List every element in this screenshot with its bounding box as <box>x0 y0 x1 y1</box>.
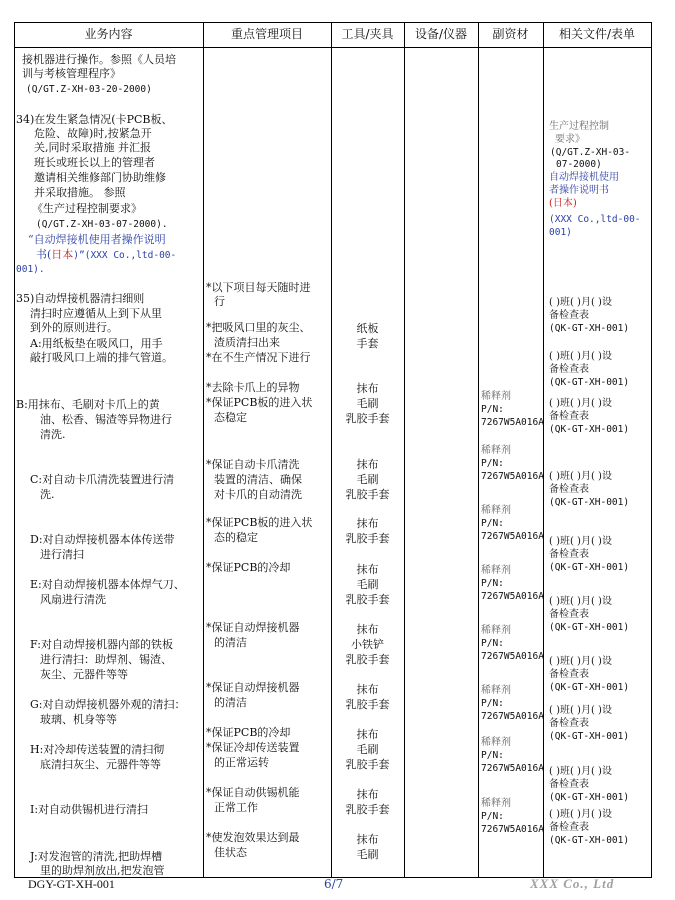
form-code: (QK-GT-XH-001) <box>549 682 630 693</box>
form-code: (QK-GT-XH-001) <box>549 424 630 435</box>
tool: 抹布 <box>356 517 379 530</box>
tool: 小铁铲 <box>351 638 384 651</box>
tool: 乳胶手套 <box>345 532 390 545</box>
tool: 抹布 <box>356 563 379 576</box>
material-name: 稀释剂 <box>481 685 511 696</box>
material-name: 稀释剂 <box>481 798 511 809</box>
tool: 毛刷 <box>356 578 379 591</box>
mgmt-item: *保证PCB板的进入状 <box>206 396 313 409</box>
material-name: 稀释剂 <box>481 565 511 576</box>
tool: 乳胶手套 <box>345 593 390 606</box>
manual-ref-company: )”(XXX Co.,ltd-00- <box>73 250 177 261</box>
text-line: 风扇进行清洗 <box>40 593 106 606</box>
form-code: (QK-GT-XH-001) <box>549 497 630 508</box>
tool: 抹布 <box>356 728 379 741</box>
manual-ref-open: 书( <box>36 248 52 261</box>
step-e: E:对自动焊接机器本体焊气刀、 <box>30 578 185 591</box>
tool: 毛刷 <box>356 397 379 410</box>
material-name: 稀释剂 <box>481 625 511 636</box>
doc-ref: 要求》 <box>555 134 585 145</box>
material-name: 稀释剂 <box>481 445 511 456</box>
material-pn-label: P/N: <box>481 811 504 822</box>
text-line: 对卡爪的自动清洗 <box>214 488 302 501</box>
text-line: 班长或班长以上的管理者 <box>34 156 155 169</box>
form-code: (QK-GT-XH-001) <box>549 622 630 633</box>
tool: 乳胶手套 <box>345 698 390 711</box>
text-line: 危险、故障)时,按紧急开 <box>34 127 152 140</box>
text-line: 关,同时采取措施 并汇报 <box>34 141 151 154</box>
tool: 抹布 <box>356 458 379 471</box>
col-border-3 <box>404 22 405 877</box>
form-label: 备检查表 <box>549 364 589 375</box>
item-35: 35)自动焊接机器清扫细则 <box>16 292 145 305</box>
material-pn-label: P/N: <box>481 404 504 415</box>
text-line: 装置的清洁、确保 <box>214 473 302 486</box>
mgmt-item: *去除卡爪上的异物 <box>206 381 300 394</box>
text-line: 进行清扫 <box>40 548 84 561</box>
tool: 乳胶手套 <box>345 803 390 816</box>
header-key-management: 重点管理项目 <box>230 27 303 41</box>
doc-ref: (Q/GT.Z-XH-03-20-2000) <box>26 84 152 95</box>
text-line: 渣质清扫出来 <box>214 336 280 349</box>
form-label: ( )班( )月( )设 <box>549 766 612 777</box>
mgmt-item: *保证自动供锡机能 <box>206 786 300 799</box>
tool: 乳胶手套 <box>345 758 390 771</box>
form-label: ( )班( )月( )设 <box>549 596 612 607</box>
text-line: 里的助焊剂放出,把发泡管 <box>40 864 165 877</box>
material-name: 稀释剂 <box>481 505 511 516</box>
form-label: 备检查表 <box>549 549 589 560</box>
manual-ref: 自动焊接机使用 <box>549 172 619 183</box>
tool: 乳胶手套 <box>345 488 390 501</box>
form-code: (QK-GT-XH-001) <box>549 835 630 846</box>
mgmt-item: *使发泡效果达到最 <box>206 831 300 844</box>
mgmt-item: *保证自动卡爪清洗 <box>206 458 300 471</box>
material-pn-label: P/N: <box>481 698 504 709</box>
item-34: 34)在发生紧急情况(卡PCB板、 <box>16 113 173 126</box>
form-label: 备检查表 <box>549 822 589 833</box>
manual-ref-line <box>36 248 176 262</box>
text-line: 训与考核管理程序》 <box>22 67 121 80</box>
page-number: 6/7 <box>324 877 344 891</box>
form-label: ( )班( )月( )设 <box>549 471 612 482</box>
material-name: 稀释剂 <box>481 737 511 748</box>
manual-ref: “自动焊接机使用者操作说明 <box>28 233 166 246</box>
material-pn-label: P/N: <box>481 750 504 761</box>
form-code: (QK-GT-XH-001) <box>549 377 630 388</box>
header-equipment: 设备/仪器 <box>414 27 468 41</box>
company-signature: XXX Co., Ltd <box>530 876 615 891</box>
text-line: 清扫时应遵循从上到下从里 <box>30 307 162 320</box>
form-code: (QK-GT-XH-001) <box>549 323 630 334</box>
step-d: D:对自动焊接机器本体传送带 <box>30 533 175 546</box>
tool: 毛刷 <box>356 743 379 756</box>
col-border-6 <box>651 22 652 877</box>
header-materials: 副资材 <box>492 27 529 41</box>
material-code: 7267W5A016A <box>481 651 544 662</box>
material-code: 7267W5A016A <box>481 471 544 482</box>
form-code: (QK-GT-XH-001) <box>549 792 630 803</box>
form-label: ( )班( )月( )设 <box>549 297 612 308</box>
tool: 抹布 <box>356 683 379 696</box>
manual-ref-end: 001). <box>16 264 45 275</box>
text-line: 行 <box>214 295 225 308</box>
mgmt-item: *把吸风口里的灰尘、 <box>206 321 311 334</box>
header-bottom-border <box>14 47 652 48</box>
text-line: 洗. <box>40 488 55 501</box>
mgmt-item: *在不生产情况下进行 <box>206 351 311 364</box>
form-label: ( )班( )月( )设 <box>549 705 612 716</box>
doc-ref: (Q/GT.Z-XH-03-07-2000). <box>36 219 168 230</box>
mgmt-item: *保证PCB板的进入状 <box>206 516 313 529</box>
text-line: 佳状态 <box>214 846 247 859</box>
text-line: 态稳定 <box>214 411 247 424</box>
mgmt-item: *保证PCB的冷却 <box>206 726 291 739</box>
text-line: 态的稳定 <box>214 531 258 544</box>
form-label: 备检查表 <box>549 779 589 790</box>
mgmt-item: *保证冷却传送装置 <box>206 741 300 754</box>
text-line: 的清洁 <box>214 696 247 709</box>
mgmt-item: *保证自动焊接机器 <box>206 621 300 634</box>
step-b: B:用抹布、毛刷对卡爪上的黄 <box>16 398 160 411</box>
material-code: 7267W5A016A <box>481 531 544 542</box>
tool: 毛刷 <box>356 473 379 486</box>
text-line: 敲打吸风口上端的排气管道。 <box>30 351 173 364</box>
doc-ref-code: 07-2000) <box>556 159 602 170</box>
mgmt-item: *保证自动焊接机器 <box>206 681 300 694</box>
header-tools: 工具/夹具 <box>341 27 394 41</box>
step-f: F:对自动焊接机器内部的铁板 <box>30 638 173 651</box>
form-label: 备检查表 <box>549 411 589 422</box>
material-pn-label: P/N: <box>481 518 504 529</box>
tool: 毛刷 <box>356 848 379 861</box>
text-line: 油、松香、锡渣等异物进行 <box>40 413 172 426</box>
col-border-5 <box>543 22 544 877</box>
document-number: DGY-GT-XH-001 <box>28 877 115 891</box>
form-label: ( )班( )月( )设 <box>549 351 612 362</box>
header-documents: 相关文件/表单 <box>558 27 636 41</box>
text-line: 的正常运转 <box>214 756 269 769</box>
text-line: 清洗. <box>40 428 66 441</box>
col-border-4 <box>478 22 479 877</box>
text-line: 灰尘、元器件等等 <box>40 668 128 681</box>
form-label: 备检查表 <box>549 669 589 680</box>
material-pn-label: P/N: <box>481 638 504 649</box>
text-line: 的清洁 <box>214 636 247 649</box>
step-h: H:对冷却传送装置的清扫彻 <box>30 743 165 756</box>
material-pn-label: P/N: <box>481 578 504 589</box>
col-border-0 <box>14 22 15 877</box>
form-label: ( )班( )月( )设 <box>549 398 612 409</box>
tool: 纸板 <box>356 322 379 335</box>
manual-company: 001) <box>549 227 572 238</box>
header-business-content: 业务内容 <box>84 27 133 41</box>
text-line: 邀请相关维修部门协助维修 <box>34 171 166 184</box>
col-border-1 <box>203 22 204 877</box>
material-code: 7267W5A016A <box>481 417 544 428</box>
text-line: 玻璃、机身等等 <box>40 713 117 726</box>
mgmt-item: *以下项目每天随时进 <box>206 281 311 294</box>
form-label: 备检查表 <box>549 718 589 729</box>
step-a: A:用纸板垫在吸风口，用手 <box>30 337 163 350</box>
step-c: C:对自动卡爪清洗装置进行清 <box>30 473 175 486</box>
manual-ref: 者操作说明书 <box>549 185 609 196</box>
material-code: 7267W5A016A <box>481 824 544 835</box>
tool: 抹布 <box>356 788 379 801</box>
form-label: 备检查表 <box>549 609 589 620</box>
mgmt-item: *保证PCB的冷却 <box>206 561 291 574</box>
step-i: I:对自动供锡机进行清扫 <box>30 803 149 816</box>
material-code: 7267W5A016A <box>481 711 544 722</box>
form-label: ( )班( )月( )设 <box>549 809 612 820</box>
step-g: G:对自动焊接机器外观的清扫： <box>30 698 186 711</box>
form-label: 备检查表 <box>549 484 589 495</box>
form-label: 备检查表 <box>549 310 589 321</box>
text-line: 《生产过程控制要求》 <box>32 202 142 215</box>
text-line: 到外的原则进行。 <box>30 321 118 334</box>
text-line: 底清扫灰尘、元器件等等 <box>40 758 161 771</box>
step-j: J:对发泡管的清洗,把助焊槽 <box>30 850 163 863</box>
form-code: (QK-GT-XH-001) <box>549 562 630 573</box>
form-label: ( )班( )月( )设 <box>549 656 612 667</box>
manual-ref-origin: 日本 <box>51 248 74 261</box>
tool: 乳胶手套 <box>345 653 390 666</box>
material-code: 7267W5A016A <box>481 591 544 602</box>
text-line: 并采取措施。 参照 <box>34 186 126 199</box>
tool: 抹布 <box>356 833 379 846</box>
manual-company: (XXX Co.,ltd-00- <box>549 214 641 225</box>
tool: 乳胶手套 <box>345 412 390 425</box>
material-code: 7267W5A016A <box>481 763 544 774</box>
form-label: ( )班( )月( )设 <box>549 536 612 547</box>
material-name: 稀释剂 <box>481 391 511 402</box>
doc-ref-code: (Q/GT.Z-XH-03- <box>550 147 631 158</box>
manual-origin: (日本) <box>549 198 577 209</box>
form-code: (QK-GT-XH-001) <box>549 731 630 742</box>
tool: 手套 <box>356 337 379 350</box>
material-pn-label: P/N: <box>481 458 504 469</box>
text-line: 正常工作 <box>214 801 258 814</box>
tool: 抹布 <box>356 623 379 636</box>
text-line: 进行清扫：助焊剂、锡渣、 <box>40 653 172 666</box>
doc-ref: 生产过程控制 <box>549 121 609 132</box>
tool: 抹布 <box>356 382 379 395</box>
text-line: 接机器进行操作。参照《人员培 <box>22 53 176 66</box>
